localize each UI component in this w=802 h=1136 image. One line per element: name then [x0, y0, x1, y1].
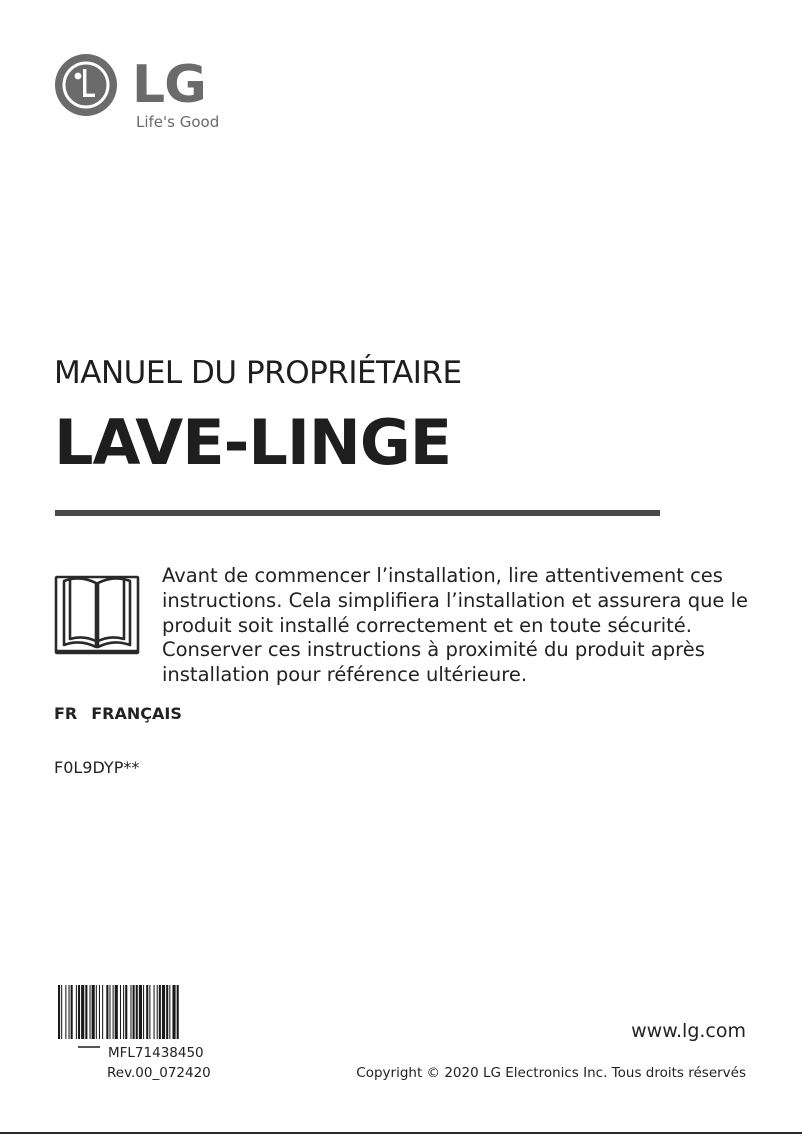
manual-title: LAVE-LINGE — [54, 406, 452, 479]
website-link[interactable]: www.lg.com — [631, 1020, 746, 1042]
notice-line: Avant de commencer l’installation, lire attentivement ces — [162, 564, 723, 587]
open-book-icon — [54, 567, 140, 655]
lg-logo — [54, 53, 224, 133]
language-code: FR — [54, 704, 78, 723]
page-bottom-edge — [0, 1132, 802, 1134]
language-label — [54, 704, 182, 724]
title-divider — [55, 510, 660, 516]
lg-face-logo-icon — [54, 53, 118, 117]
language-name: FRANÇAIS — [91, 704, 182, 723]
revision-number: Rev.00_072420 — [107, 1065, 211, 1081]
model-number: F0L9DYP** — [54, 758, 140, 777]
barcode-image — [58, 985, 256, 1039]
copyright-notice: Copyright © 2020 LG Electronics Inc. Tous droits réservés — [356, 1065, 746, 1081]
notice-line: instructions. Cela simplifiera l’installation et assurera que le — [162, 588, 749, 612]
notice-line: produit soit installé correctement et en toute sécurité. — [162, 613, 692, 637]
part-number: MFL71438450 — [108, 1045, 204, 1061]
installation-notice — [162, 564, 782, 688]
notice-line: Conserver ces instructions à proximité du produit après — [162, 638, 705, 662]
brand-tagline: Life's Good — [136, 113, 220, 131]
manual-subtitle: MANUEL DU PROPRIÉTAIRE — [54, 355, 462, 391]
barcode-mark — [78, 1046, 100, 1048]
brand-name: LG — [132, 55, 206, 115]
notice-line: installation pour référence ultérieure. — [162, 663, 528, 687]
